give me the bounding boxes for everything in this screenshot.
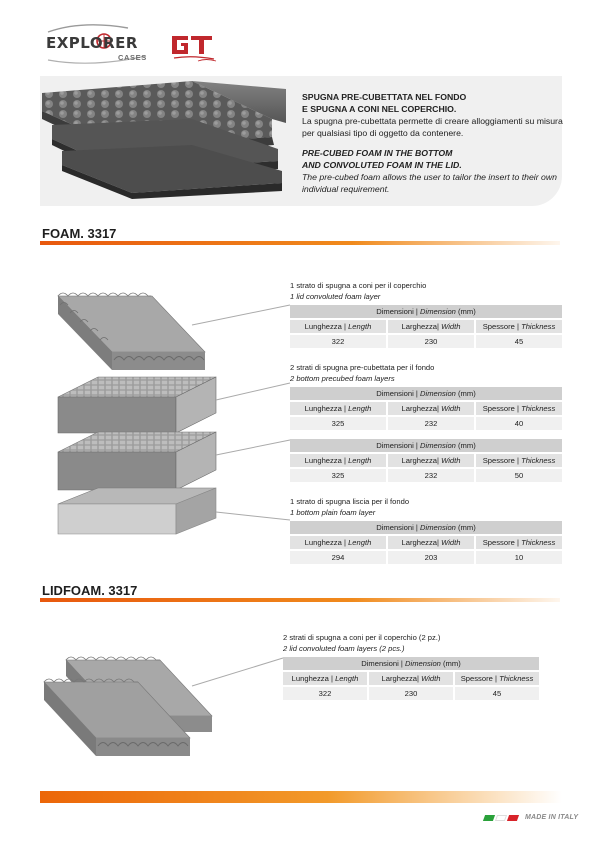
width-value: 232 bbox=[388, 469, 474, 482]
width-value: 232 bbox=[388, 417, 474, 430]
intro-en-title-1: PRE-CUBED FOAM IN THE BOTTOM bbox=[302, 148, 453, 158]
thickness-value: 50 bbox=[476, 469, 562, 482]
explorer-cases-logo bbox=[42, 22, 154, 66]
thickness-header: Spessore | Thickness bbox=[476, 454, 562, 467]
intro-text bbox=[302, 91, 564, 195]
length-value: 322 bbox=[283, 687, 367, 700]
plain-layer-graphic bbox=[58, 488, 216, 534]
length-header: Lunghezza | Length bbox=[290, 402, 386, 415]
width-value: 230 bbox=[388, 335, 474, 348]
dimension-table bbox=[288, 519, 564, 566]
made-in-italy-badge bbox=[484, 814, 578, 821]
intro-it-body: La spugna pre-cubettata permette di creare alloggiamenti su misura per qualsiasi tipo di oggetto da contenere. bbox=[302, 116, 563, 138]
intro-en-title-2: AND CONVOLUTED FOAM IN THE LID. bbox=[302, 160, 462, 170]
dimension-header: Dimensioni | Dimension (mm) bbox=[283, 657, 539, 670]
precubed-layer-a-graphic bbox=[58, 377, 216, 433]
length-value: 322 bbox=[290, 335, 386, 348]
convoluted-layer-graphic bbox=[58, 293, 205, 370]
thickness-header: Spessore | Thickness bbox=[476, 536, 562, 549]
dimension-header: Dimensioni | Dimension (mm) bbox=[290, 387, 562, 400]
made-in-italy-label: MADE IN ITALY bbox=[525, 814, 579, 821]
length-value: 325 bbox=[290, 469, 386, 482]
dimension-table bbox=[288, 437, 564, 484]
thickness-header: Spessore | Thickness bbox=[476, 402, 562, 415]
length-value: 294 bbox=[290, 551, 386, 564]
spec-caption-en: 2 bottom precubed foam layers bbox=[290, 373, 395, 383]
footer-rule bbox=[40, 791, 562, 803]
width-value: 230 bbox=[369, 687, 453, 700]
thickness-value: 40 bbox=[476, 417, 562, 430]
brand-sub: CASES bbox=[118, 53, 147, 62]
dimension-header: Dimensioni | Dimension (mm) bbox=[290, 305, 562, 318]
spec-caption-en: 2 lid convoluted foam layers (2 pcs.) bbox=[283, 643, 405, 653]
width-value: 203 bbox=[388, 551, 474, 564]
length-header: Lunghezza | Length bbox=[290, 454, 386, 467]
width-header: Larghezza| Width bbox=[388, 454, 474, 467]
width-header: Larghezza| Width bbox=[369, 672, 453, 685]
thickness-value: 45 bbox=[455, 687, 539, 700]
spec-caption-en: 1 bottom plain foam layer bbox=[290, 507, 376, 517]
flag-green-icon bbox=[483, 815, 495, 821]
thickness-header: Spessore | Thickness bbox=[476, 320, 562, 333]
lidfoam-convoluted-graphic bbox=[44, 657, 212, 756]
length-header: Lunghezza | Length bbox=[290, 536, 386, 549]
foam-stack-photo bbox=[42, 79, 286, 199]
section-rule-lidfoam bbox=[40, 598, 560, 602]
length-header: Lunghezza | Length bbox=[290, 320, 386, 333]
thickness-value: 10 bbox=[476, 551, 562, 564]
spec-precubed-b bbox=[290, 436, 564, 484]
section-title-lidfoam: LIDFOAM. 3317 bbox=[42, 583, 138, 598]
flag-white-icon bbox=[495, 815, 507, 821]
spec-caption-it: 2 strati di spugna pre-cubettata per il fondo bbox=[290, 363, 435, 372]
length-header: Lunghezza | Length bbox=[283, 672, 367, 685]
spec-plain-layer bbox=[290, 497, 564, 566]
spec-caption-it: 1 strato di spugna liscia per il fondo bbox=[290, 497, 410, 506]
dimension-table bbox=[288, 385, 564, 432]
precubed-layer-b-graphic bbox=[58, 432, 216, 490]
dimension-table bbox=[288, 303, 564, 350]
width-header: Larghezza| Width bbox=[388, 320, 474, 333]
length-value: 325 bbox=[290, 417, 386, 430]
intro-en-body: The pre-cubed foam allows the user to tailor the insert to their own individual requirement. bbox=[302, 172, 557, 194]
spec-precubed-a bbox=[290, 363, 564, 432]
spec-caption-it: 1 strato di spugna a coni per il coperchio bbox=[290, 281, 427, 290]
width-header: Larghezza| Width bbox=[388, 402, 474, 415]
brand-name: EXPLORER bbox=[46, 34, 138, 52]
spec-caption-it: 2 strati di spugna a coni per il coperchio (2 pz.) bbox=[283, 633, 441, 642]
width-header: Larghezza| Width bbox=[388, 536, 474, 549]
dimension-header: Dimensioni | Dimension (mm) bbox=[290, 521, 562, 534]
dimension-header: Dimensioni | Dimension (mm) bbox=[290, 439, 562, 452]
spec-lid-layer bbox=[290, 281, 564, 350]
thickness-value: 45 bbox=[476, 335, 562, 348]
section-title-foam: FOAM. 3317 bbox=[42, 226, 117, 241]
spec-lidfoam-layers bbox=[283, 633, 541, 702]
section-rule-foam bbox=[40, 241, 560, 245]
dimension-table bbox=[281, 655, 541, 702]
gt-line-logo-icon bbox=[168, 28, 220, 66]
leader-line bbox=[192, 305, 290, 325]
spec-caption-en: 1 lid convoluted foam layer bbox=[290, 291, 381, 301]
flag-red-icon bbox=[507, 815, 519, 821]
thickness-header: Spessore | Thickness bbox=[455, 672, 539, 685]
intro-it-title-2: E SPUGNA A CONI NEL COPERCHIO. bbox=[302, 104, 457, 114]
intro-it-title-1: SPUGNA PRE-CUBETTATA NEL FONDO bbox=[302, 92, 467, 102]
